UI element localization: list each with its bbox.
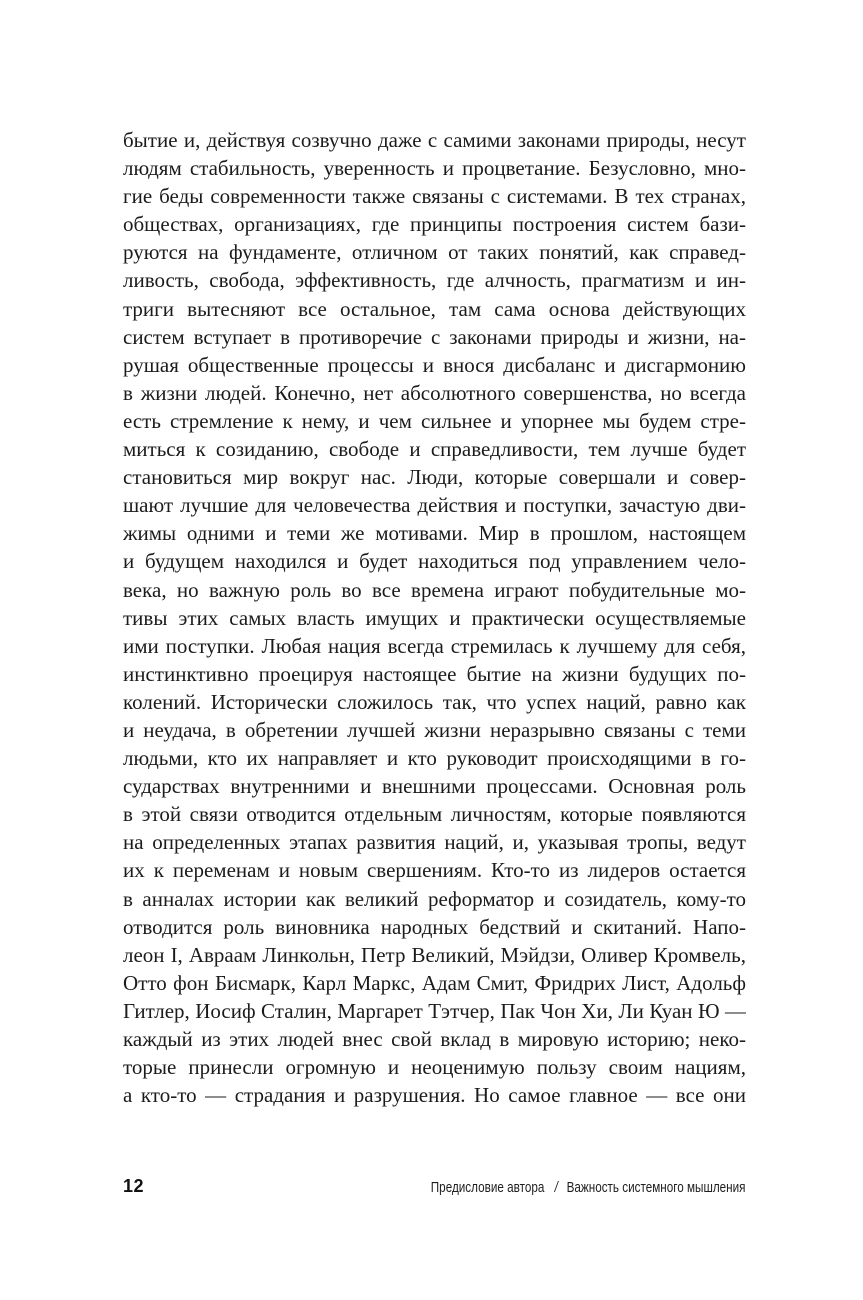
text-line: становиться мир вокруг нас. Люди, которые совершали и совер-	[123, 465, 746, 490]
text-line: торые принесли огромную и неоценимую пользу своим нациям,	[123, 1055, 746, 1080]
text-line: леон I, Авраам Линкольн, Петр Великий, Мэйдзи, Оливер Кромвель,	[123, 942, 746, 967]
running-head-section: Важность системного мышления	[567, 1179, 746, 1196]
text-line: Отто фон Бисмарк, Карл Маркс, Адам Смит, Фридрих Лист, Адольф	[123, 970, 746, 995]
text-line: систем вступает в противоречие с законами природы и жизни, на-	[123, 324, 746, 349]
text-line: и неудача, в обретении лучшей жизни неразрывно связаны с теми	[123, 717, 746, 742]
running-head-separator: /	[555, 1179, 559, 1196]
text-line: бытие и, действуя созвучно даже с самими законами природы, несут	[123, 128, 746, 152]
text-line: инстинктивно проецируя настоящее бытие на жизни будущих по-	[123, 661, 746, 686]
text-line: сударствах внутренними и внешними процессами. Основная роль	[123, 774, 746, 799]
text-line: людьми, кто их направляет и кто руководит происходящими в го-	[123, 746, 746, 771]
text-line: Гитлер, Иосиф Сталин, Маргарет Тэтчер, Пак Чон Хи, Ли Куан Ю —	[123, 998, 746, 1023]
page-footer	[123, 1176, 746, 1200]
text-line: рушая общественные процессы и внося дисбаланс и дисгармонию	[123, 352, 746, 377]
text-line: руются на фундаменте, отличном от таких понятий, как справед-	[123, 240, 746, 265]
text-line: на определенных этапах развития наций, и, указывая тропы, ведут	[123, 830, 746, 855]
text-line: есть стремление к нему, и чем сильнее и упорнее мы будем стре-	[123, 408, 746, 433]
page-number: 12	[123, 1176, 145, 1196]
text-line: их к переменам и новым свершениям. Кто-то из лидеров остается	[123, 858, 746, 883]
text-line: триги вытесняют все остальное, там сама основа действующих	[123, 296, 746, 321]
text-line: отводится роль виновника народных бедствий и скитаний. Напо-	[123, 914, 746, 939]
text-line: колений. Исторически сложилось так, что успех наций, равно как	[123, 689, 746, 714]
text-line: ими поступки. Любая нация всегда стремилась к лучшему для себя,	[123, 633, 746, 658]
text-line: каждый из этих людей внес свой вклад в мировую историю; неко-	[123, 1027, 746, 1051]
text-line: обществах, организациях, где принципы построения систем бази-	[123, 212, 746, 237]
text-line: жимы одними и теми же мотивами. Мир в прошлом, настоящем	[123, 521, 746, 546]
running-head	[431, 1179, 746, 1196]
text-line: ливость, свобода, эффективность, где алчность, прагматизм и ин-	[123, 268, 746, 293]
text-line: в этой связи отводится отдельным личностям, которые появляются	[123, 802, 746, 827]
text-line: миться к созиданию, свободе и справедливости, тем лучше будет	[123, 437, 746, 462]
text-line: а кто-то — страдания и разрушения. Но самое главное — все они	[123, 1083, 746, 1108]
text-line: гие беды современности также связаны с системами. В тех странах,	[123, 184, 746, 209]
running-head-chapter: Предисловие автора	[431, 1179, 545, 1196]
text-line: в анналах истории как великий реформатор и созидатель, кому-то	[123, 886, 746, 911]
text-line: тивы этих самых власть имущих и практически осуществляемые	[123, 605, 746, 630]
text-line: шают лучшие для человечества действия и поступки, зачастую дви-	[123, 493, 746, 518]
text-line: века, но важную роль во все времена играют побудительные мо-	[123, 577, 746, 602]
body-text	[123, 126, 746, 1109]
text-line: и будущем находился и будет находиться под управлением чело-	[123, 549, 746, 574]
text-line: в жизни людей. Конечно, нет абсолютного совершенства, но всегда	[123, 380, 746, 405]
text-line: людям стабильность, уверенность и процветание. Безусловно, мно-	[123, 156, 746, 181]
